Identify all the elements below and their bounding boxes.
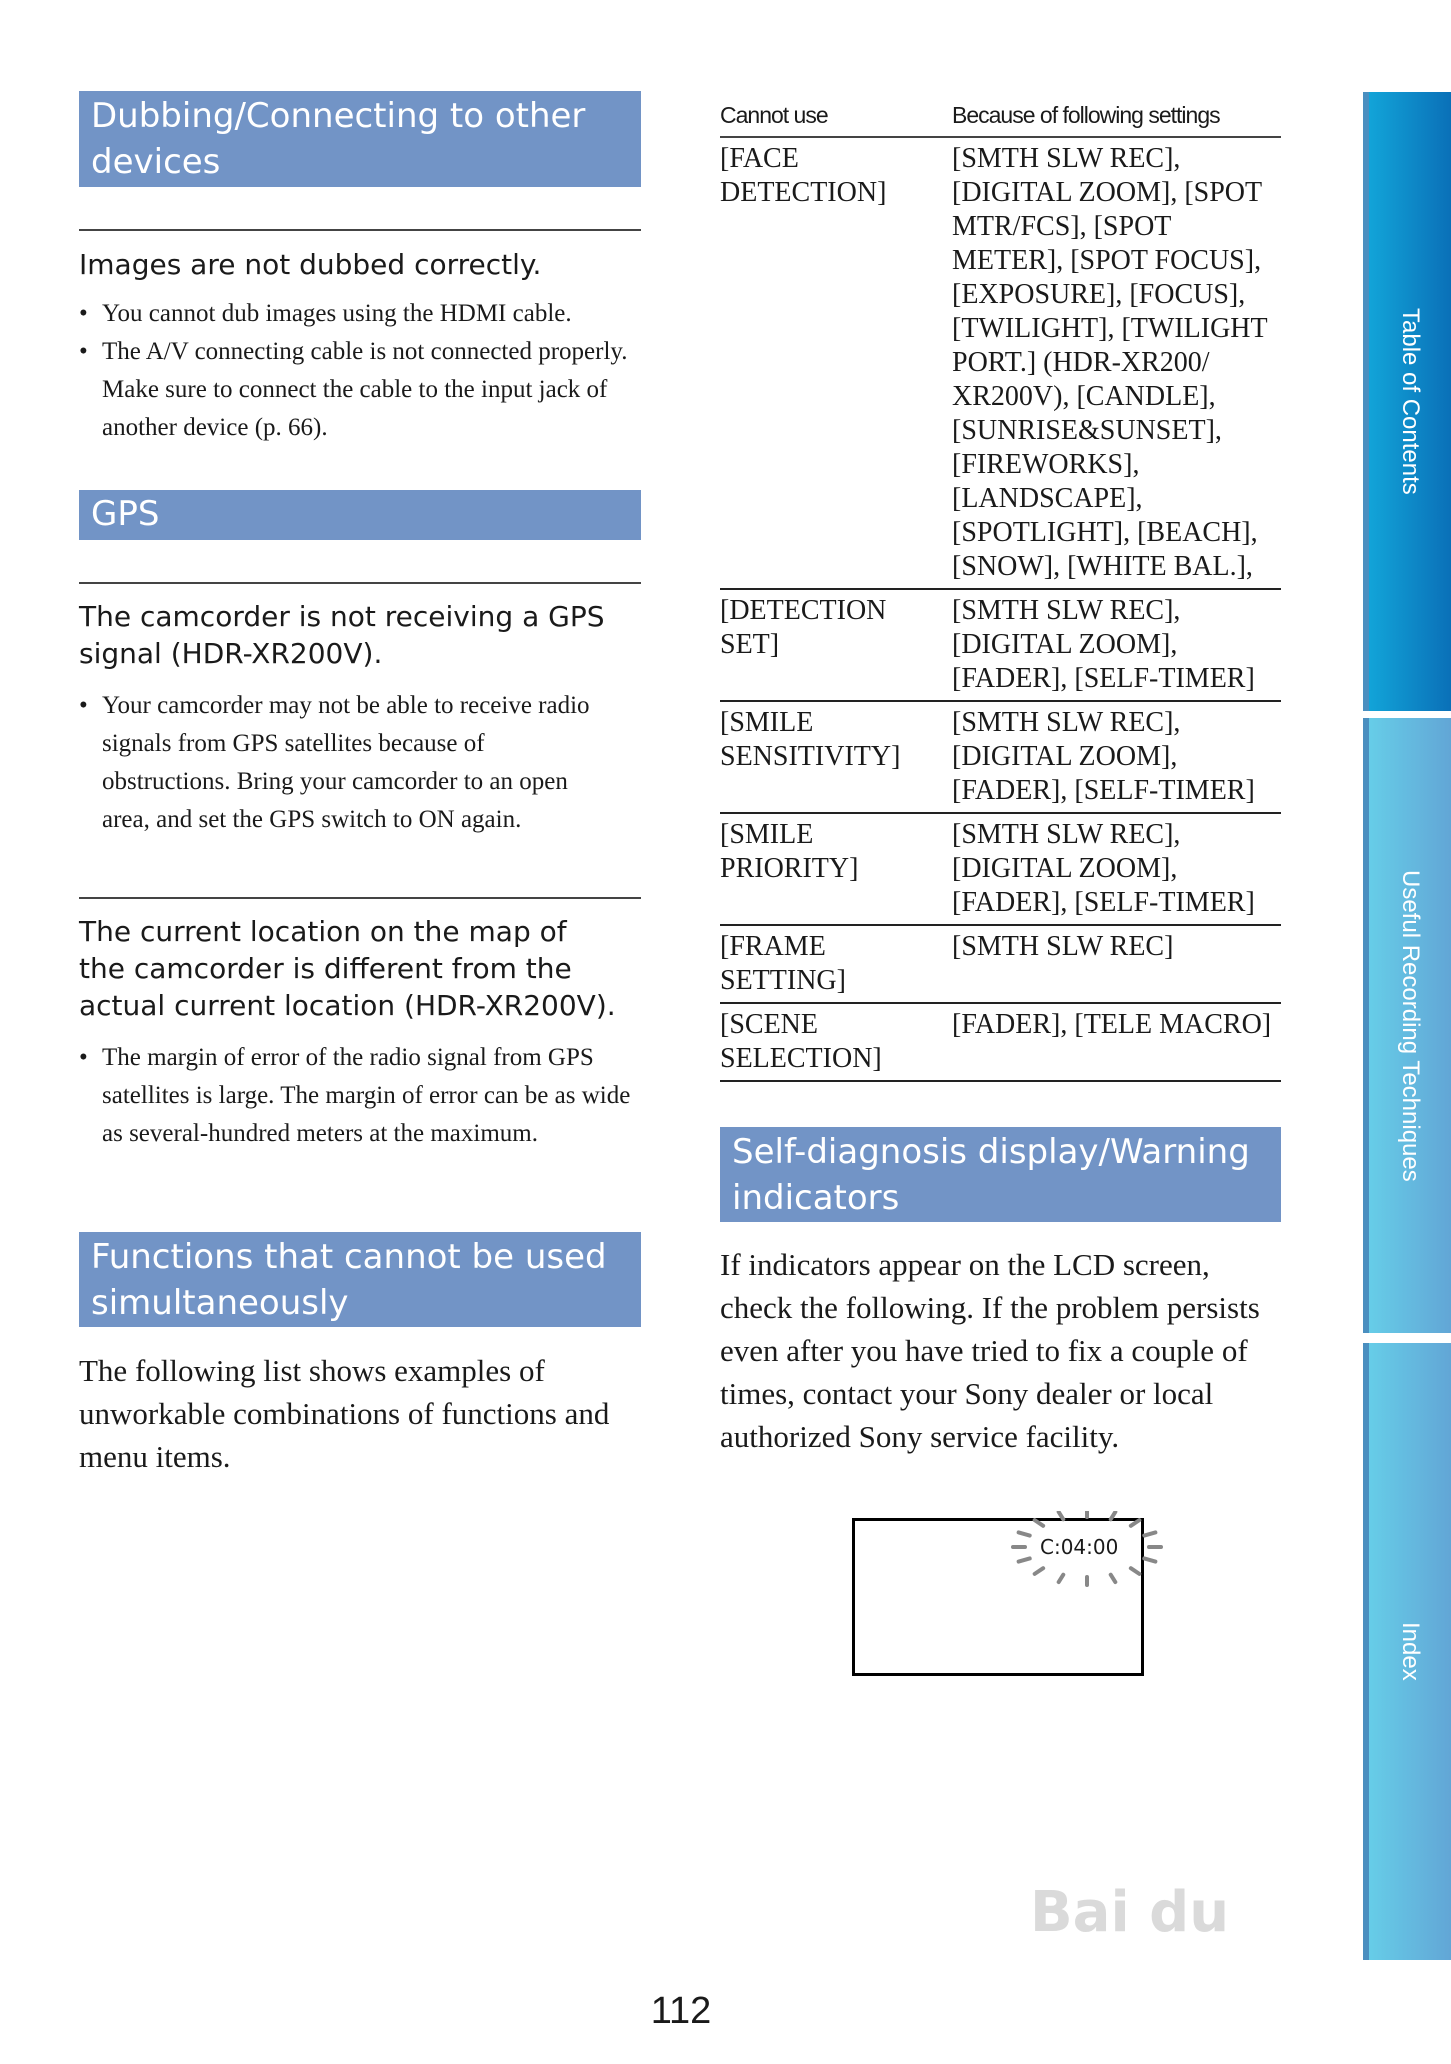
column-header: Because of following settings: [952, 98, 1281, 137]
tab-index[interactable]: [1363, 1343, 1451, 1960]
gps-bullets-1: [79, 687, 619, 839]
table-row: [720, 701, 1281, 813]
selfdiag-text: If indicators appear on the LCD screen, check the following. If the problem persists even after you have tried to fix a couple of times, contact your Sony dealer or local authorized Sony service facility.: [720, 1247, 1260, 1454]
divider: [79, 582, 641, 584]
function-cell: [FACE DETECTION]: [720, 137, 952, 589]
list-item: • The margin of error of the radio signal from GPS satellites is large. The margin of error can be as wide as several-hundred meters at the maximum.: [79, 1039, 649, 1153]
page-number: 112: [650, 1990, 712, 2032]
indicator-ray: [1059, 1512, 1064, 1519]
incompatible-functions-table: [720, 98, 1281, 1082]
settings-cell: [SMTH SLW REC], [DIGITAL ZOOM], [SPOT MTR/FCS], [SPOT METER], [SPOT FOCUS], [EXPOSURE], [FOCUS], [TWILIGHT], [TWILIGHT PORT.] (HDR-XR200/ XR200V), [CANDLE], [SUNRISE&SUNSET], [FIREWORKS], [LANDSCAPE], [SPOTLIGHT], [BEACH], [SNOW], [WHITE BAL.],: [952, 137, 1281, 589]
function-cell: [SMILE PRIORITY]: [720, 813, 952, 925]
settings-cell: [SMTH SLW REC], [DIGITAL ZOOM], [FADER], [SELF-TIMER]: [952, 589, 1281, 701]
tab-useful-recording-techniques[interactable]: [1363, 718, 1451, 1333]
heading-gps-location: The current location on the map of the camcorder is different from the actual current location (HDR-XR200V).: [79, 915, 616, 1022]
tab-table-of-contents[interactable]: [1363, 92, 1451, 711]
divider: [79, 229, 641, 231]
table-row: [720, 589, 1281, 701]
section-header-functions: Functions that cannot be used simultaneously: [79, 1232, 641, 1327]
function-cell: [DETECTION SET]: [720, 589, 952, 701]
table-row: [720, 137, 1281, 589]
indicator-ray: [1144, 1558, 1155, 1561]
section-header-gps: GPS: [79, 490, 641, 540]
heading-dubbing-issue: Images are not dubbed correctly.: [79, 248, 542, 281]
function-cell: [FRAME SETTING]: [720, 925, 952, 1003]
gps-bullets-2: [79, 1039, 649, 1153]
indicator-ray: [1131, 1568, 1139, 1574]
lcd-display-illustration: [852, 1518, 1144, 1676]
indicator-ray: [1019, 1558, 1030, 1561]
table-row: [720, 813, 1281, 925]
tab-label: Index: [1397, 1622, 1424, 1681]
divider: [79, 897, 641, 899]
dubbing-bullets: [79, 295, 649, 447]
indicator-ray: [1111, 1575, 1116, 1582]
indicator-ray: [1059, 1575, 1064, 1582]
functions-text: The following list shows examples of unworkable combinations of functions and menu items.: [79, 1353, 610, 1474]
indicator-ray: [1131, 1520, 1139, 1526]
settings-cell: [SMTH SLW REC]: [952, 925, 1281, 1003]
baidu-watermark: Bai du: [1030, 1880, 1230, 1945]
tab-label: Table of Contents: [1397, 308, 1424, 495]
table-row: [720, 925, 1281, 1003]
indicator-ray: [1111, 1512, 1116, 1519]
column-header: Cannot use: [720, 98, 952, 137]
list-item: • Your camcorder may not be able to receive radio signals from GPS satellites because of obstructions. Bring your camcorder to an open area, and set the GPS switch to ON again.: [79, 687, 619, 839]
section-header-dubbing: Dubbing/Connecting to other devices: [79, 91, 641, 187]
indicator-ray: [1019, 1532, 1030, 1535]
indicator-ray: [1035, 1568, 1043, 1574]
list-item: • You cannot dub images using the HDMI cable.: [79, 295, 649, 333]
list-item: • The A/V connecting cable is not connected properly. Make sure to connect the cable to the input jack of another device (p. 66).: [79, 333, 649, 447]
indicator-ray: [1144, 1532, 1155, 1535]
heading-gps-signal: The camcorder is not receiving a GPS signal (HDR-XR200V).: [79, 600, 605, 670]
table-row: [720, 1003, 1281, 1081]
function-cell: [SMILE SENSITIVITY]: [720, 701, 952, 813]
settings-cell: [SMTH SLW REC], [DIGITAL ZOOM], [FADER], [SELF-TIMER]: [952, 813, 1281, 925]
indicator-ray: [1035, 1520, 1043, 1526]
tab-label: Useful Recording Techniques: [1397, 869, 1424, 1182]
settings-cell: [SMTH SLW REC], [DIGITAL ZOOM], [FADER], [SELF-TIMER]: [952, 701, 1281, 813]
settings-cell: [FADER], [TELE MACRO]: [952, 1003, 1281, 1081]
function-cell: [SCENE SELECTION]: [720, 1003, 952, 1081]
section-header-selfdiag: Self-diagnosis display/Warning indicators: [720, 1127, 1281, 1222]
warning-code: C:04:00: [1040, 1535, 1119, 1559]
